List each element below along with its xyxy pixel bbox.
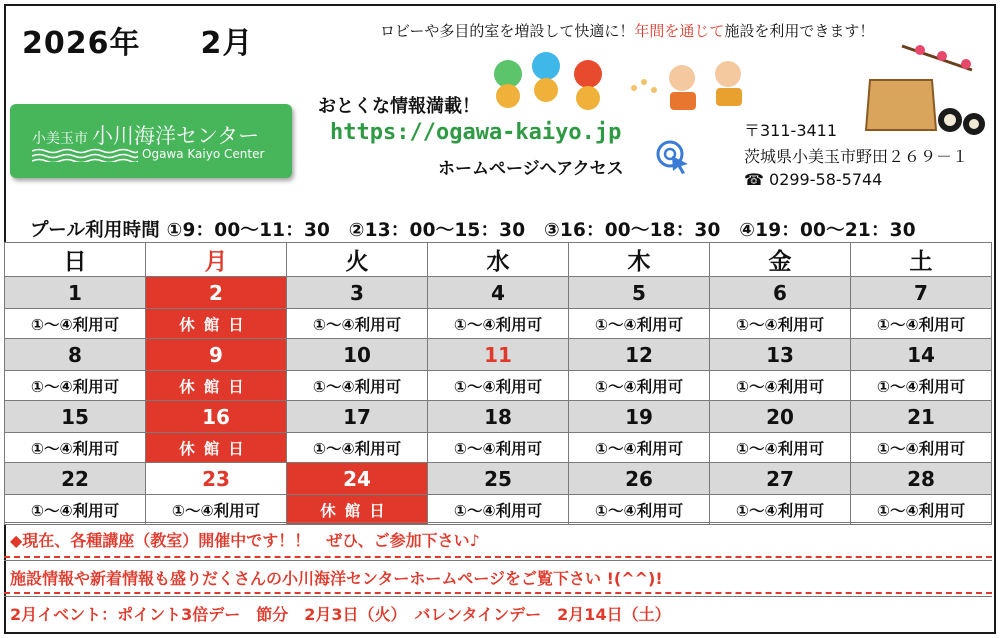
date-number: 7: [851, 277, 992, 309]
date-number: 24: [287, 463, 428, 495]
availability-label: ①〜④利用可: [710, 433, 851, 463]
weekday-fri: 金: [710, 243, 851, 277]
availability-label: ①〜④利用可: [5, 309, 146, 339]
logo-city: 小美玉市: [32, 131, 88, 147]
waves-icon: [32, 148, 138, 162]
status-row: [5, 371, 992, 401]
weekday-thu: 木: [569, 243, 710, 277]
setsubun-characters-illustration: [486, 44, 756, 114]
availability-label: ①〜④利用可: [428, 309, 569, 339]
weekday-sat: 土: [851, 243, 992, 277]
date-number: 15: [5, 401, 146, 433]
closed-day-label: 休館日: [146, 309, 287, 339]
date-number: 17: [287, 401, 428, 433]
status-row: [5, 309, 992, 339]
date-number: 9: [146, 339, 287, 371]
weekday-tue: 火: [287, 243, 428, 277]
availability-label: ①〜④利用可: [428, 371, 569, 401]
date-number: 21: [851, 401, 992, 433]
homepage-access-text: ホームページへアクセス: [438, 159, 624, 179]
availability-label: ①〜④利用可: [428, 433, 569, 463]
availability-label: ①〜④利用可: [5, 433, 146, 463]
postal-code: 〒311-3411: [744, 121, 838, 140]
dashed-divider: [4, 592, 992, 594]
date-number: 6: [710, 277, 851, 309]
status-row: [5, 433, 992, 463]
availability-label: ①〜④利用可: [569, 309, 710, 339]
date-number: 3: [287, 277, 428, 309]
availability-label: ①〜④利用可: [5, 371, 146, 401]
date-number: 19: [569, 401, 710, 433]
date-row: [5, 401, 992, 433]
availability-label: ①〜④利用可: [428, 495, 569, 525]
availability-label: ①〜④利用可: [710, 371, 851, 401]
availability-label: ①〜④利用可: [5, 495, 146, 525]
website-url-link[interactable]: https://ogawa-kaiyo.jp: [330, 120, 622, 145]
calendar-body: [5, 277, 992, 525]
weekday-mon: 月: [146, 243, 287, 277]
logo-english: Ogawa Kaiyo Center: [142, 147, 265, 161]
ogawa-kaiyo-center-logo: [10, 104, 292, 178]
date-number: 26: [569, 463, 710, 495]
pool-hours: プール利用時間 ①9：00〜11：30 ②13：00〜15：30 ③16：00〜18：30 ④19：00〜21：30: [30, 220, 916, 241]
phone-number: ☎ 0299-58-5744: [744, 170, 883, 189]
availability-label: ①〜④利用可: [710, 309, 851, 339]
availability-label: ①〜④利用可: [287, 371, 428, 401]
notice-homepage: 施設情報や新着情報も盛りだくさんの小川海洋センターホームページをご覧下さい !(^^)!: [4, 560, 992, 590]
date-row: [5, 277, 992, 309]
date-number: 2: [146, 277, 287, 309]
date-number: 25: [428, 463, 569, 495]
weekday-sun: 日: [5, 243, 146, 277]
date-number: 16: [146, 401, 287, 433]
date-row: [5, 463, 992, 495]
date-number: 22: [5, 463, 146, 495]
weekday-wed: 水: [428, 243, 569, 277]
date-number: 8: [5, 339, 146, 371]
calendar-table: [4, 242, 992, 525]
availability-label: ①〜④利用可: [851, 495, 992, 525]
year-label: 2026年: [22, 26, 141, 61]
date-number: 10: [287, 339, 428, 371]
date-number: 13: [710, 339, 851, 371]
date-number: 23: [146, 463, 287, 495]
date-number: 18: [428, 401, 569, 433]
date-number: 14: [851, 339, 992, 371]
date-number: 27: [710, 463, 851, 495]
month-label: 2月: [200, 26, 254, 61]
masu-ehomaki-illustration: [862, 40, 988, 140]
promo-headline: おとくな情報満載！: [318, 96, 480, 117]
date-number: 11: [428, 339, 569, 371]
date-number: 20: [710, 401, 851, 433]
availability-label: ①〜④利用可: [146, 495, 287, 525]
closed-day-label: 休館日: [287, 495, 428, 525]
availability-label: ①〜④利用可: [287, 433, 428, 463]
notice-events: 2月イベント：ポイント3倍デー 節分 2月3日（火） バレンタインデー 2月14日（土）: [4, 596, 992, 626]
date-number: 4: [428, 277, 569, 309]
closed-day-label: 休館日: [146, 371, 287, 401]
notice-classes: ◆現在、各種講座（教室）開催中です！！ ぜひ、ご参加下さい♪: [4, 522, 992, 552]
click-cursor-icon: [654, 138, 694, 174]
year-month-heading: [22, 18, 253, 62]
availability-label: ①〜④利用可: [851, 309, 992, 339]
weekday-header-row: [5, 243, 992, 277]
availability-label: ①〜④利用可: [569, 495, 710, 525]
status-row: [5, 495, 992, 525]
date-number: 1: [5, 277, 146, 309]
date-number: 28: [851, 463, 992, 495]
availability-label: ①〜④利用可: [569, 371, 710, 401]
availability-label: ①〜④利用可: [851, 433, 992, 463]
top-message-highlight: 年間を通じて: [634, 22, 725, 40]
street-address: 茨城県小美玉市野田２６９－１: [744, 147, 969, 166]
top-message-part3: 施設を利用できます！: [724, 22, 875, 40]
availability-label: ①〜④利用可: [851, 371, 992, 401]
availability-label: ①〜④利用可: [710, 495, 851, 525]
logo-name: 小川海洋センター: [92, 124, 260, 148]
top-message-part1: ロビーや多目的室を増設して快適に！: [380, 22, 635, 40]
top-message: [380, 20, 874, 41]
date-number: 12: [569, 339, 710, 371]
dashed-divider: [4, 556, 992, 558]
date-number: 5: [569, 277, 710, 309]
availability-label: ①〜④利用可: [287, 309, 428, 339]
closed-day-label: 休館日: [146, 433, 287, 463]
availability-label: ①〜④利用可: [569, 433, 710, 463]
date-row: [5, 339, 992, 371]
